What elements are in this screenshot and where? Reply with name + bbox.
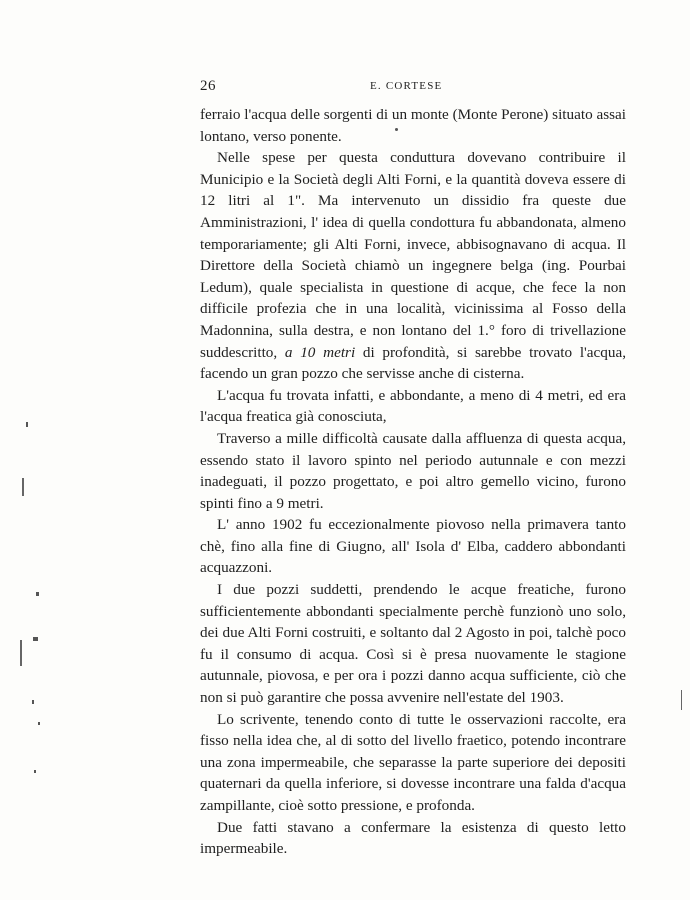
text-segment: ferraio l'acqua delle sorgenti di un monte (Monte Perone) situato assai lontano, verso ponente. [200, 106, 626, 145]
paragraph [200, 147, 626, 385]
text-segment: I due pozzi suddetti, prendendo le acque freatiche, furono sufficientemente abbondanti specialmente perchè funzionò uno solo, dei due Alti Forni costruiti, e soltanto dal 2 Agosto in poi, talchè poco fu il consumo di acqua. Così si è presa nuovamente le stagione autunnale, piovosa, e per ora i pozzi danno acqua sufficiente, ciò che non si può garantire che possa avvenire nell'estate del 1903. [200, 581, 626, 707]
paragraph [200, 428, 626, 514]
scan-edge-mark [20, 640, 22, 666]
paragraph [200, 579, 626, 709]
paragraph [200, 709, 626, 817]
page-number: 26 [200, 78, 216, 94]
running-head: E. CORTESE [370, 80, 443, 92]
paragraph [200, 514, 626, 579]
paragraph [200, 104, 626, 147]
text-segment: L' anno 1902 fu eccezionalmente piovoso nella primavera tanto chè, fino alla fine di Giugno, all' Isola d' Elba, caddero abbondanti acquazzoni. [200, 516, 626, 577]
scan-edge-mark [681, 690, 682, 710]
body-text [200, 104, 626, 860]
scan-speck [38, 722, 40, 725]
text-segment: Due fatti stavano a confermare la esistenza di questo letto impermeabile. [200, 818, 626, 858]
scan-speck [36, 592, 39, 596]
text-segment: di profondità, si sarebbe trovato l'acqua, facendo un gran pozzo che servisse anche di cisterna. [200, 343, 626, 383]
scan-speck [33, 637, 38, 641]
paragraph [200, 817, 626, 860]
scan-edge-mark [22, 478, 24, 496]
text-segment: Lo scrivente, tenendo conto di tutte le osservazioni raccolte, era fisso nella idea che, al di sotto del livello fraetico, potendo incontrare una zona impermeabile, che separasse la parte superiore dei depositi quaternari da quella inferiore, si dovesse incontrare una falda d'acqua zampillante, cioè sotto pressione, e profonda. [200, 710, 626, 814]
scan-speck [32, 700, 34, 704]
scan-speck [26, 422, 28, 427]
text-segment: Nelle spese per questa conduttura dovevano contribuire il Municipio e la Società degli Alti Forni, e la quantità doveva essere di 12 litri al 1". Ma intervenuto un dissidio fra queste due Amministrazioni, l' idea di quella condottura fu abbandonata, almeno temporariamente; gli Alti Forni, invece, abbisognavano di acqua. Il Direttore della Società chiamò un ingegnere belga (ing. Pourbai Ledum), quale specialista in questione di acque, che fece la non difficile profezia che in una località, vicinissima al Fosso della Madonnina, sulla destra, e non lontano del 1.° foro di trivellazione suddescritto, [200, 149, 626, 361]
scan-speck [34, 770, 36, 773]
paragraph [200, 385, 626, 428]
page-header [200, 78, 626, 98]
italic-text: a 10 metri [284, 343, 356, 361]
text-segment: Traverso a mille difficoltà causate dalla affluenza di questa acqua, essendo stato il lavoro spinto nel periodo autunnale e con mezzi inadeguati, il pozzo progettato, e poi altro gemello vicino, furono spinti fino a 9 metri. [200, 429, 626, 512]
text-segment: L'acqua fu trovata infatti, e abbondante, a meno di 4 metri, ed era l'acqua freatica già conosciuta, [200, 386, 626, 426]
